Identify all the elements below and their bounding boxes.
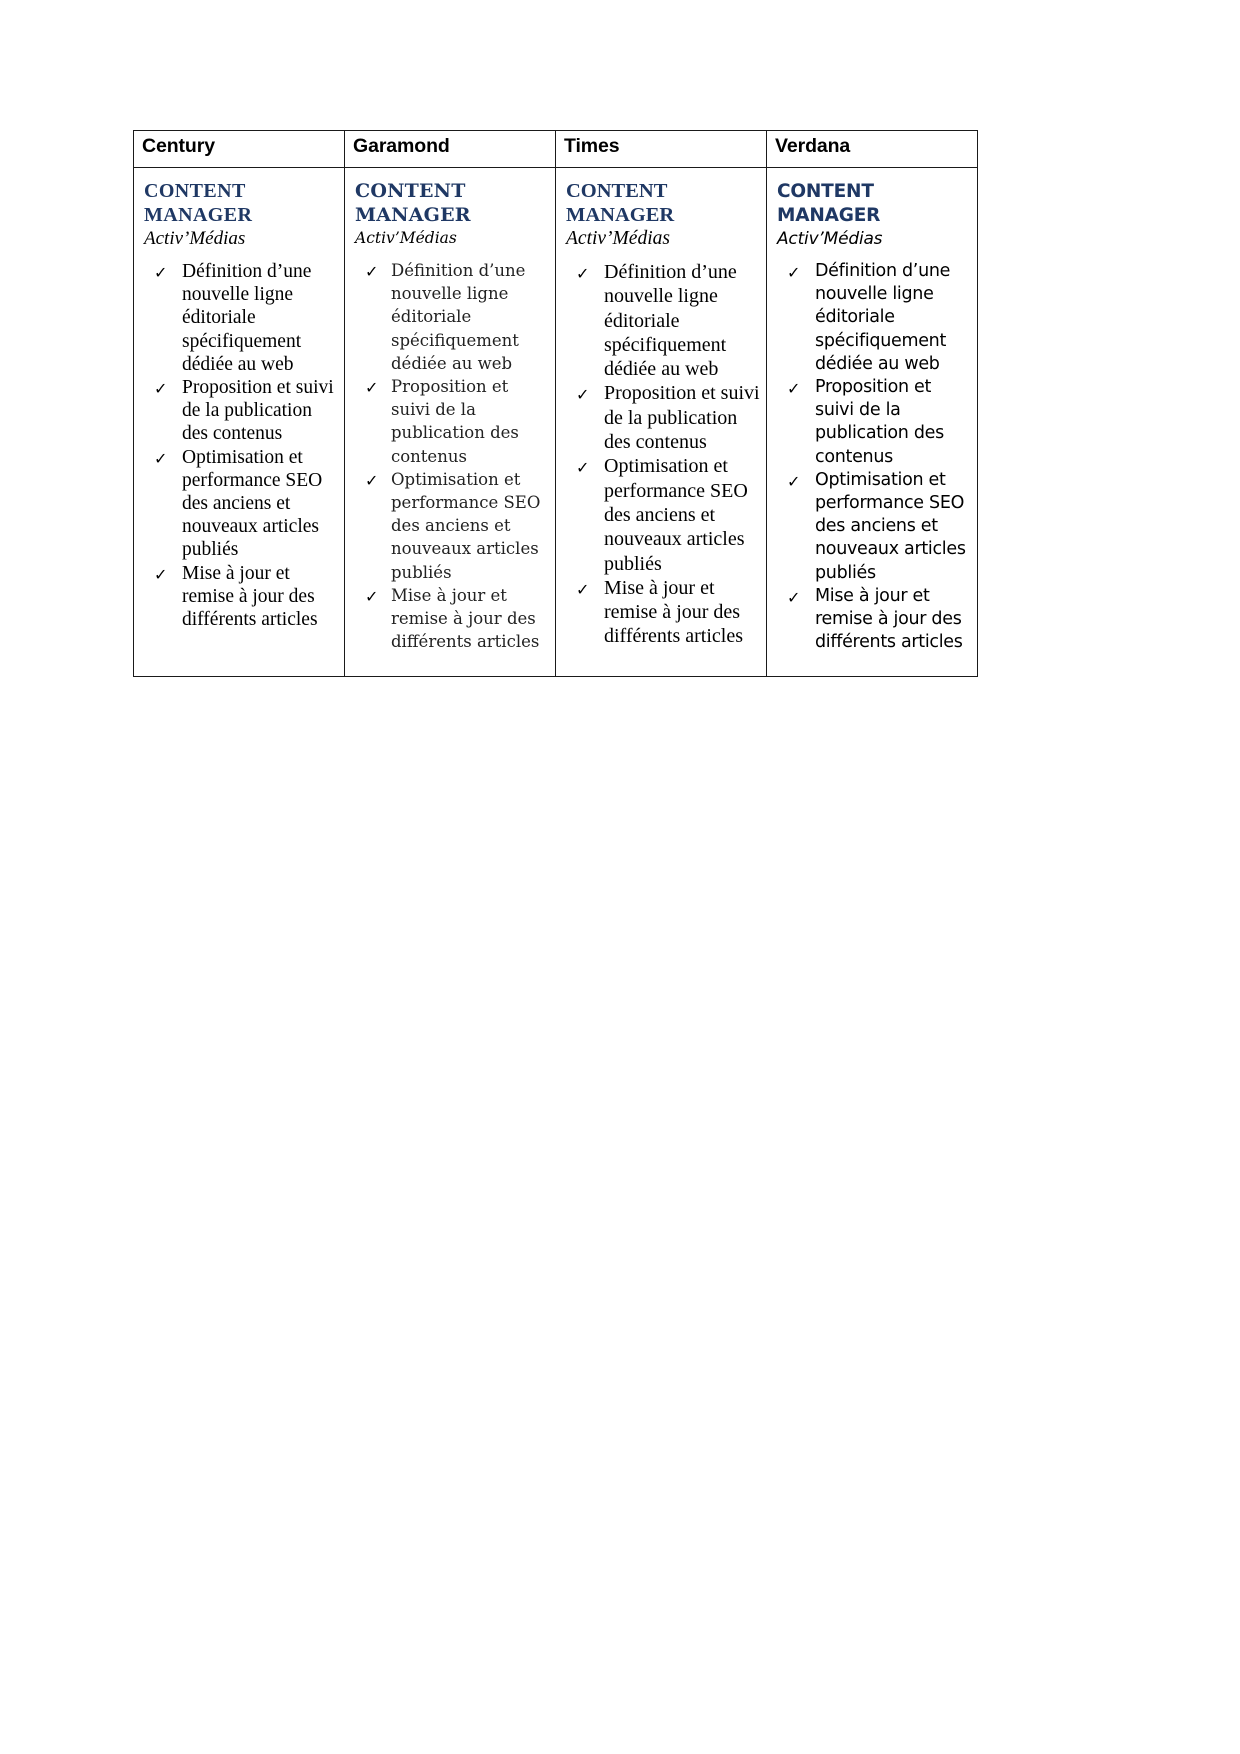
checkmark-icon: ✓: [576, 264, 590, 283]
job-title-line-1: CONTENT: [566, 180, 668, 202]
table-body: [134, 168, 978, 677]
job-title-line-1: CONTENT: [355, 180, 466, 202]
column-header-garamond: Garamond: [345, 131, 556, 168]
checkmark-icon: ✓: [787, 263, 801, 282]
cell-content-times: [566, 180, 760, 649]
list-item: [144, 446, 338, 562]
checkmark-icon: ✓: [154, 564, 168, 584]
column-header-times: Times: [556, 131, 767, 168]
job-title-line-2: MANAGER: [566, 203, 675, 226]
task-text: Définition d’une nouvelle ligne éditoriale spécifiquement dédiée au web: [391, 261, 526, 373]
checkmark-icon: ✓: [576, 458, 590, 478]
list-item: [566, 381, 760, 454]
task-list-verdana: [777, 260, 971, 654]
task-text: Mise à jour et remise à jour des différents articles: [182, 562, 318, 631]
company-name-times: Activ’Médias: [566, 228, 670, 249]
task-text: Proposition et suivi de la publication des contenus: [815, 377, 944, 467]
list-item: [355, 584, 549, 654]
list-item: [777, 376, 971, 469]
job-title-line-1: CONTENT: [777, 181, 874, 202]
checkmark-icon: ✓: [787, 587, 801, 607]
task-text: Optimisation et performance SEO des anciens et nouveaux articles publiés: [604, 455, 748, 575]
task-text: Mise à jour et remise à jour des différents articles: [604, 576, 744, 648]
list-item: [355, 375, 549, 468]
column-header-verdana: Verdana: [767, 131, 978, 168]
cell-content-garamond: [355, 180, 549, 653]
list-item: [777, 585, 971, 655]
task-text: Définition d’une nouvelle ligne éditoriale spécifiquement dédiée au web: [182, 261, 312, 375]
task-list-garamond: [355, 259, 549, 653]
task-text: Mise à jour et remise à jour des différents articles: [815, 585, 963, 653]
list-item: [566, 454, 760, 575]
job-title-times: [566, 180, 760, 227]
sample-cell-garamond: [345, 168, 556, 677]
list-item: [144, 376, 338, 446]
table-header-row: [134, 131, 978, 168]
task-list-century: [144, 260, 338, 631]
checkmark-icon: ✓: [154, 448, 168, 468]
task-text: Définition d’une nouvelle ligne éditoriale spécifiquement dédiée au web: [604, 261, 737, 381]
checkmark-icon: ✓: [365, 586, 379, 606]
list-item: [355, 468, 549, 584]
checkmark-icon: ✓: [787, 379, 801, 399]
list-item: [777, 469, 971, 585]
column-header-century: Century: [134, 131, 345, 168]
job-title-garamond: [355, 180, 549, 227]
checkmark-icon: ✓: [576, 385, 590, 405]
job-title-century: [144, 180, 338, 227]
cell-content-century: [144, 180, 338, 631]
task-text: Proposition et suivi de la publication des contenus: [182, 377, 334, 445]
company-name-garamond: Activ’Médias: [355, 229, 457, 247]
font-comparison-table: [133, 130, 978, 677]
checkmark-icon: ✓: [365, 262, 379, 281]
company-name-verdana: Activ’Médias: [777, 229, 883, 249]
task-text: Définition d’une nouvelle ligne éditoriale spécifiquement dédiée au web: [815, 261, 951, 374]
cell-content-verdana: [777, 180, 971, 654]
list-item: [144, 260, 338, 376]
table-row: [134, 168, 978, 677]
task-text: Mise à jour et remise à jour des différents articles: [391, 585, 540, 652]
list-item: [144, 562, 338, 632]
sample-cell-verdana: [767, 168, 978, 677]
job-title-line-2: MANAGER: [777, 204, 881, 226]
checkmark-icon: ✓: [154, 263, 168, 282]
job-title-line-1: CONTENT: [144, 180, 246, 202]
task-text: Proposition et suivi de la publication des contenus: [391, 377, 519, 466]
list-item: [566, 260, 760, 381]
list-item: [777, 260, 971, 376]
company-name-century: Activ’Médias: [144, 228, 246, 249]
task-text: Optimisation et performance SEO des anciens et nouveaux articles publiés: [391, 469, 541, 582]
task-text: Proposition et suivi de la publication des contenus: [604, 382, 760, 454]
table-header-row-group: [134, 131, 978, 168]
job-title-line-2: MANAGER: [144, 203, 253, 226]
job-title-verdana: [777, 180, 971, 227]
checkmark-icon: ✓: [154, 379, 168, 399]
list-item: [566, 576, 760, 649]
checkmark-icon: ✓: [365, 470, 379, 490]
checkmark-icon: ✓: [365, 378, 379, 398]
sample-cell-times: [556, 168, 767, 677]
task-list-times: [566, 260, 760, 649]
list-item: [355, 259, 549, 375]
task-text: Optimisation et performance SEO des anciens et nouveaux articles publiés: [815, 469, 966, 583]
sample-cell-century: [134, 168, 345, 677]
job-title-line-2: MANAGER: [355, 203, 471, 226]
checkmark-icon: ✓: [576, 579, 590, 599]
task-text: Optimisation et performance SEO des anciens et nouveaux articles publiés: [182, 446, 323, 561]
checkmark-icon: ✓: [787, 471, 801, 491]
